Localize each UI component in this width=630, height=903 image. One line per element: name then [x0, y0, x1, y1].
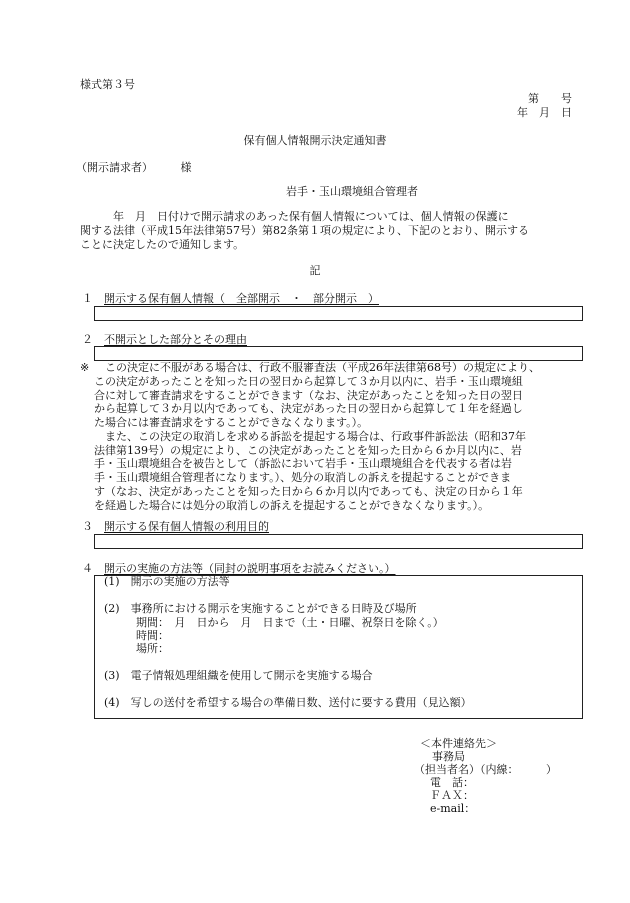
section-2-box	[94, 346, 583, 361]
method-place: 場所：	[136, 642, 169, 655]
ki-heading: 記	[309, 264, 321, 277]
method-item-3: (3) 電子情報処理組織を使用して開示を実施する場合	[104, 669, 373, 682]
method-time: 時間：	[136, 629, 169, 642]
note-mark: ※	[80, 361, 90, 374]
document-date: 年 月 日	[517, 106, 572, 119]
document-title: 保有個人情報開示決定通知書	[243, 134, 387, 147]
contact-fax: ＦＡＸ：	[430, 789, 474, 802]
section-4-number: ４	[82, 562, 93, 575]
section-1-box	[94, 306, 583, 321]
issuer: 岩手・玉山環境組合管理者	[286, 185, 418, 198]
contact-office: 事務局	[432, 750, 465, 763]
section-2-heading: 不開示とした部分とその理由	[104, 333, 247, 346]
section-2-number: ２	[82, 333, 93, 346]
section-3-box	[94, 534, 583, 549]
section-3-heading: 開示する保有個人情報の利用目的	[104, 520, 269, 533]
section-1-heading: 開示する保有個人情報（ 全部開示 ・ 部分開示 ）	[104, 292, 379, 305]
contact-heading: ＜本件連絡先＞	[420, 737, 497, 750]
intro-paragraph: 年 月 日付けで開示請求のあった保有個人情報については、個人情報の保護に 関する法律（平成15年法律第57号）第82条第１項の規定により、下記のとおり、開示する ことに決定したので通知します。	[80, 210, 529, 251]
method-item-1: (1) 開示の実施の方法等	[104, 575, 230, 588]
contact-person: （担当者名）（内線： ）	[414, 763, 557, 776]
section-1-number: １	[82, 292, 93, 305]
appeal-note: この決定に不服がある場合は、行政不服審査法（平成26年法律第68号）の規定により、 この決定があったことを知った日の翌日から起算して３か月以内に、岩手・玉山環境組 合に対して審査請求をすることができます（なお、決定があったことを知った日の翌日 から起算して３か月以内であっても、決定があった日の翌日から起算して１年を経過し た場合には審査請求をすることができなくなります。）。 また、この決定の取消しを求める訴訟を提起する場合は、行政事件訴訟法（昭和37年 法律第139号）の規定により、この決定があったことを知った日から６か月以内に、岩 手・玉山環境組合を被告として（訴訟において岩手・玉山環境組合を代表する者は岩 手・玉山環境組合管理者になります。）、処分の取消しの訴えを提起することができま す（なお、決定があったことを知った日から６か月以内であっても、決定の日から１年 を経過した場合には処分の取消しの訴えを提起することができなくなります。）。	[94, 361, 540, 512]
method-period: 期間： 月 日から 月 日まで（土・日曜、祝祭日を除く。）	[136, 616, 444, 629]
contact-email: e-mail：	[430, 802, 476, 815]
recipient: （開示請求者） 様	[76, 161, 192, 174]
method-item-4: (4) 写しの送付を希望する場合の準備日数、送付に要する費用（見込額）	[104, 696, 472, 709]
contact-tel: 電 話：	[430, 776, 474, 789]
section-3-number: ３	[82, 520, 93, 533]
form-number: 様式第３号	[80, 78, 135, 91]
section-4-heading: 開示の実施の方法等（同封の説明事項をお読みください。）	[104, 562, 396, 575]
document-number: 第 号	[528, 92, 572, 105]
method-item-2: (2) 事務所における開示を実施することができる日時及び場所	[104, 602, 417, 615]
